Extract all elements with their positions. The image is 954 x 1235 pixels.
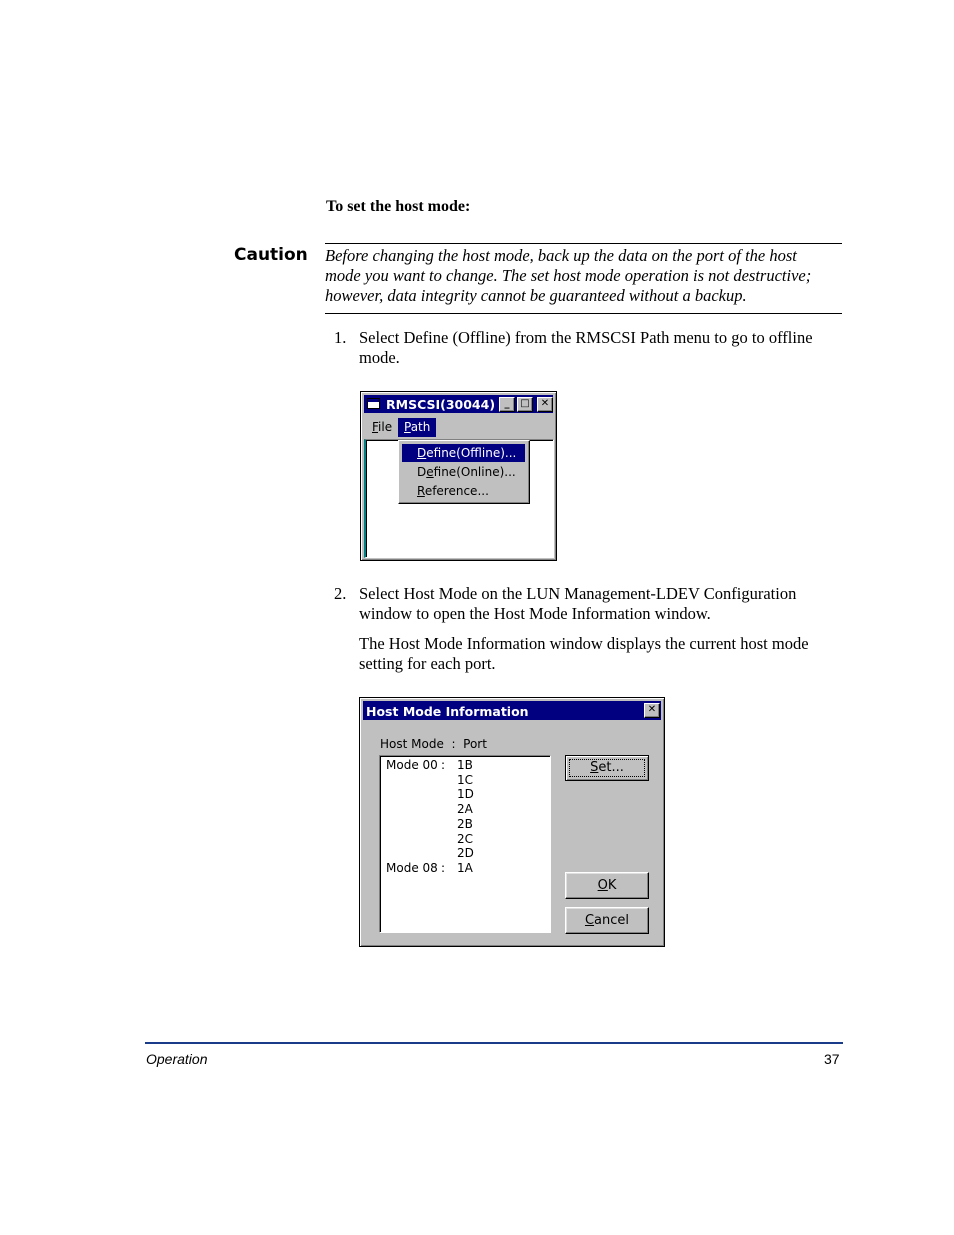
rmscsi-titlebar bbox=[364, 395, 553, 413]
host-mode-listbox[interactable] bbox=[379, 755, 551, 933]
list-mode-column bbox=[386, 758, 438, 876]
maximize-icon[interactable]: □ bbox=[517, 397, 533, 412]
step-1-line: Select Define (Offline) from the RMSCSI Path menu to go to offline bbox=[359, 328, 813, 347]
list-item-sep: : bbox=[441, 860, 446, 875]
list-item-port[interactable]: 2D bbox=[457, 846, 474, 861]
list-item-port[interactable]: 1D bbox=[457, 787, 474, 802]
procedure-heading: To set the host mode: bbox=[326, 198, 471, 215]
step-2-note bbox=[359, 634, 849, 674]
step-2-line: Select Host Mode on the LUN Management-LDEV Configuration bbox=[359, 584, 797, 603]
menu-path[interactable]: Path bbox=[398, 418, 436, 437]
minimize-icon[interactable]: _ bbox=[499, 397, 515, 412]
list-port-column bbox=[457, 758, 474, 876]
list-item-sep: : bbox=[441, 758, 446, 772]
caution-text bbox=[325, 246, 845, 306]
list-item-port[interactable]: 2B bbox=[457, 816, 473, 831]
host-mode-titlebar bbox=[363, 701, 661, 720]
list-item-port[interactable]: 2A bbox=[457, 802, 473, 817]
menu-file[interactable]: File bbox=[372, 420, 393, 434]
caution-line: mode you want to change. The set host mode operation is not destructive; bbox=[325, 266, 812, 285]
rmscsi-window bbox=[360, 391, 557, 561]
caution-bottom-rule bbox=[325, 313, 842, 314]
caution-line: Before changing the host mode, back up the data on the port of the host bbox=[325, 246, 797, 265]
menu-item-reference[interactable]: Reference... bbox=[417, 484, 489, 498]
step-2-note-line: The Host Mode Information window displays the current host mode bbox=[359, 634, 809, 653]
list-item-port[interactable]: 1C bbox=[457, 772, 474, 787]
step-1-text bbox=[359, 328, 849, 368]
list-item-port[interactable]: 1B bbox=[457, 758, 473, 772]
list-item-port[interactable]: 1A bbox=[457, 860, 473, 875]
menu-item-define-offline[interactable]: Define(Offline)... bbox=[402, 444, 525, 462]
step-2-line: window to open the Host Mode Information window. bbox=[359, 604, 711, 623]
rmscsi-title: RMSCSI(30044) bbox=[386, 397, 496, 412]
list-item-port[interactable]: 2C bbox=[457, 831, 474, 846]
page-number: 37 bbox=[824, 1051, 840, 1067]
cancel-button[interactable]: Cancel bbox=[565, 907, 649, 934]
column-header: Host Mode : Port bbox=[380, 737, 487, 751]
caution-label: Caution bbox=[234, 245, 308, 265]
step-2-text bbox=[359, 584, 849, 624]
caution-line: however, data integrity cannot be guaranteed without a backup. bbox=[325, 286, 747, 305]
step-2-note-line: setting for each port. bbox=[359, 654, 496, 673]
list-item-mode: Mode 08 bbox=[386, 860, 438, 875]
footer-rule bbox=[145, 1042, 843, 1044]
step-1-number: 1. bbox=[334, 328, 347, 347]
list-item-mode: Mode 00 bbox=[386, 758, 438, 772]
ok-button[interactable]: OK bbox=[565, 872, 649, 899]
close-icon[interactable]: ✕ bbox=[644, 703, 660, 718]
window-system-icon[interactable] bbox=[367, 398, 380, 409]
step-2-number: 2. bbox=[334, 584, 347, 603]
host-mode-title: Host Mode Information bbox=[366, 704, 529, 719]
menu-item-define-online[interactable]: Define(Online)... bbox=[417, 465, 516, 479]
list-sep-column bbox=[441, 758, 445, 876]
step-1-line: mode. bbox=[359, 348, 400, 367]
host-mode-dialog bbox=[359, 697, 665, 947]
footer-section: Operation bbox=[146, 1051, 208, 1067]
set-button[interactable]: Set... bbox=[565, 755, 649, 781]
caution-top-rule bbox=[325, 243, 842, 244]
path-menu-dropdown bbox=[398, 440, 530, 504]
close-icon[interactable]: ✕ bbox=[537, 397, 553, 412]
